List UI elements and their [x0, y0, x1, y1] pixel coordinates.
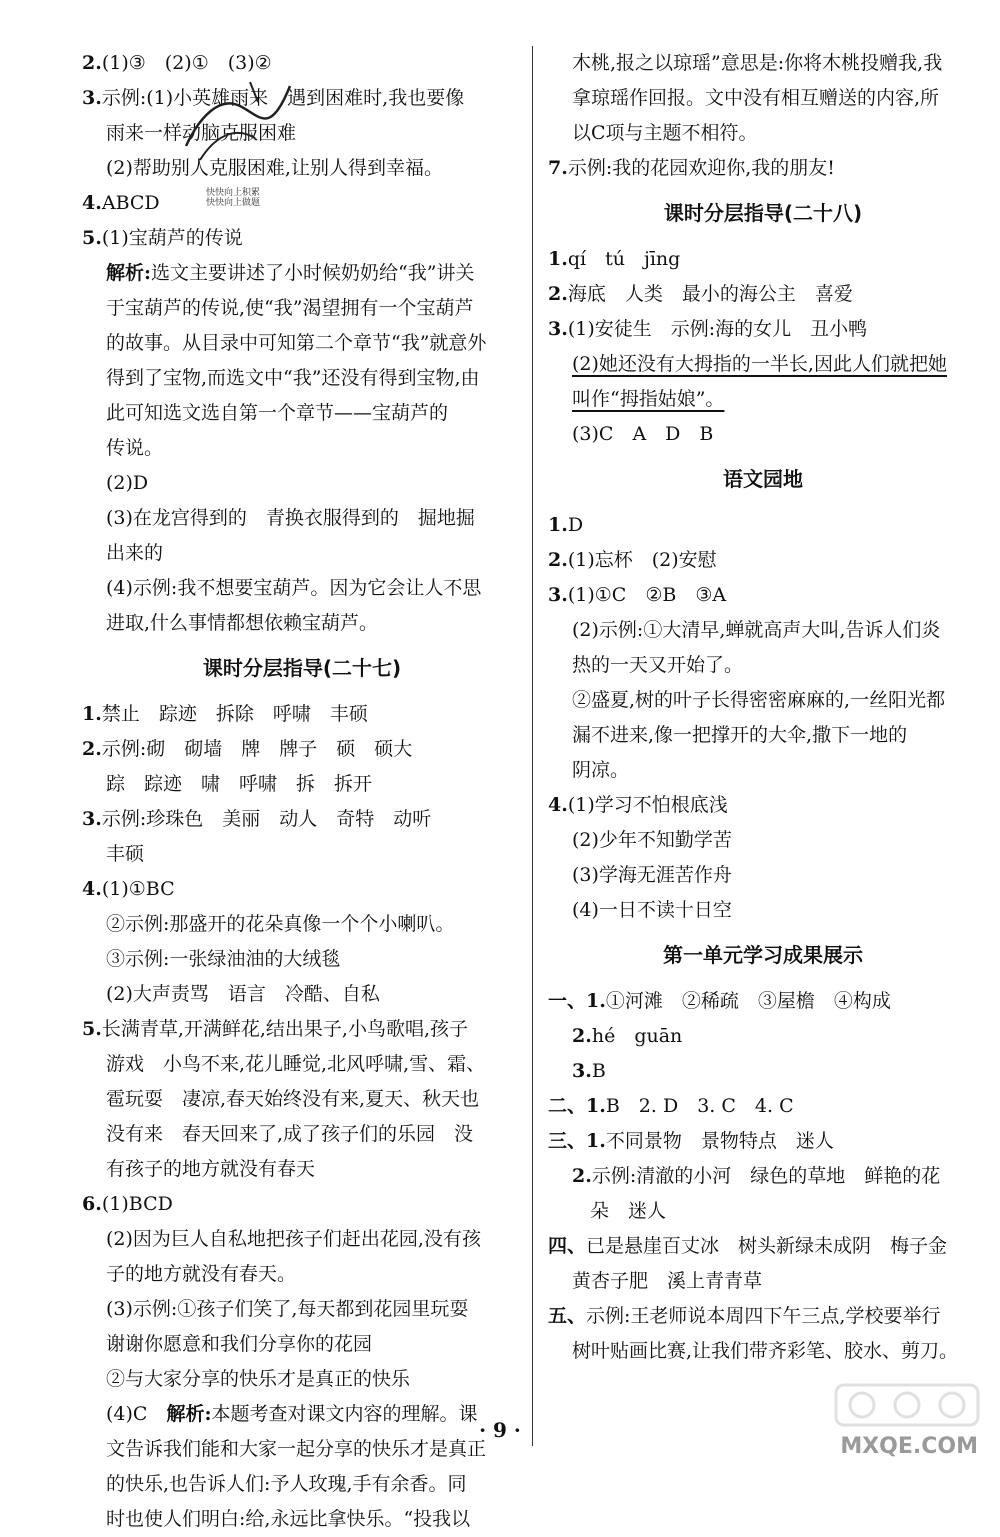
answer-line: 二、1.B 2. D 3. C 4. C [548, 1095, 794, 1117]
answer-line: 5.长满青草,开满鲜花,结出果子,小鸟歌唱,孩子 [82, 1018, 469, 1040]
answer-line: 叫作“拇指姑娘”。 [572, 388, 725, 410]
right-column [548, 46, 978, 1369]
answer-2: 2.(1)③ (2)① (3)② [82, 52, 272, 74]
section-heading-28: 课时分层指导(二十八) [663, 201, 863, 225]
answer-line: 谢谢你愿意和我们分享你的花园 [106, 1333, 373, 1355]
answer-line: 1.禁止 踪迹 拆除 呼啸 丰硕 [82, 703, 368, 725]
answer-1: 1.qí tú jīng [548, 248, 681, 270]
answer-line: (3)在龙宫得到的 青换衣服得到的 掘地掘 [106, 507, 475, 529]
answer-5: 5.(1)宝葫芦的传说 [82, 227, 243, 249]
section-heading-27: 课时分层指导(二十七) [202, 656, 402, 680]
section-heading-yuwen: 语文园地 [723, 467, 803, 491]
answer-line: (2)D [106, 472, 149, 494]
unit-answers [548, 984, 978, 1369]
answer-line: (2)大声责骂 语言 冷酷、自私 [106, 983, 380, 1005]
answer-line: 踪 踪迹 啸 呼啸 拆 拆开 [106, 773, 373, 795]
answer-line: ②与大家分享的快乐才是真正的快乐 [106, 1368, 411, 1390]
answer-line: ②示例:那盛开的花朵真像一个个小喇叭。 [106, 913, 455, 935]
answer-line: 丰硕 [106, 843, 145, 865]
section-heading-unit: 第一单元学习成果展示 [663, 943, 863, 967]
answer-line: 传说。 [106, 437, 164, 459]
answer-line: 子的地方就没有春天。 [106, 1263, 297, 1285]
answer-line: 于宝葫芦的传说,使“我”渴望拥有一个宝葫芦 [106, 297, 474, 319]
answer-line: 2.(1)忘杯 (2)安慰 [548, 549, 717, 571]
answer-line: (3)C A D B [572, 423, 714, 445]
answer-line: 雨来一样动脑克服困难 [106, 122, 297, 144]
analysis: 解析:选文主要讲述了小时候奶奶给“我”讲关 [106, 262, 475, 284]
answer-line: 热的一天又开始了。 [572, 654, 744, 676]
answer-line: (3)学海无涯苦作舟 [572, 864, 732, 886]
answer-line: 朵 迷人 [590, 1200, 667, 1222]
answer-line: (2)示例:①大清早,蝉就高声大叫,告诉人们炎 [572, 619, 941, 641]
answer-line: 一、1.①河滩 ②稀疏 ③屋檐 ④构成 [548, 990, 891, 1012]
answer-line: (2)因为巨人自私地把孩子们赶出花园,没有孩 [106, 1228, 481, 1250]
answer-line: 此可知选文选自第一个章节——宝葫芦的 [106, 402, 449, 424]
answer-line: 6.(1)BCD [82, 1193, 173, 1215]
answer-line: 树叶贴画比赛,让我们带齐彩笔、胶水、剪刀。 [572, 1340, 959, 1362]
watermark: MXQE.COM [840, 1434, 978, 1459]
answer-line: (2)帮助别人克服困难,让别人得到幸福。 [106, 157, 443, 179]
answer-line: 以C项与主题不相符。 [572, 122, 758, 144]
left-column [82, 46, 522, 1537]
answer-line: (2)她还没有大拇指的一半长,因此人们就把她 [572, 353, 947, 375]
answer-line: 没有来 春天回来了,成了孩子们的乐园 没 [106, 1123, 474, 1145]
answer-line: (2)少年不知勤学苦 [572, 829, 732, 851]
answer-line: ③示例:一张绿油油的大绒毯 [106, 948, 341, 970]
answer-line: 拿琼瑶作回报。文中没有相互赠送的内容,所 [572, 87, 940, 109]
answer-line: 三、1.不同景物 景物特点 迷人 [548, 1130, 834, 1152]
answer-line: 2.示例:砌 砌墙 牌 牌子 硕 硕大 [82, 738, 413, 760]
answer-line: 2.hé guān [572, 1025, 683, 1047]
answer-line: 漏不进来,像一把撑开的大伞,撒下一地的 [572, 724, 908, 746]
column-divider [532, 46, 533, 1446]
answer-line: 3.B [572, 1060, 606, 1082]
answer-7: 7.示例:我的花园欢迎你,我的朋友! [548, 157, 835, 179]
answer-line: (3)示例:①孩子们笑了,每天都到花园里玩耍 [106, 1298, 469, 1320]
answer-line: 黄杏子肥 溪上青青草 [572, 1270, 763, 1292]
answer-line: (4)示例:我不想要宝葫芦。因为它会让人不思 [106, 577, 482, 599]
answer-line: 有孩子的地方就没有春天 [106, 1158, 316, 1180]
answer-line: 五、示例:王老师说本周四下午三点,学校要举行 [548, 1305, 941, 1327]
pen-scribble [180, 76, 310, 166]
answer-line: (4)一日不读十日空 [572, 899, 732, 921]
answer-6-4: (4)C 解析:本题考查对课文内容的理解。课 [106, 1403, 478, 1425]
answer-3: 3.(1)安徒生 示例:海的女儿 丑小鸭 [548, 318, 868, 340]
answer-line: 1.D [548, 514, 584, 536]
yuwen-answers [548, 508, 978, 928]
answer-2: 2.海底 人类 最小的海公主 喜爱 [548, 283, 853, 305]
answer-line: 3.示例:珍珠色 美丽 动人 奇特 动听 [82, 808, 432, 830]
answer-line: 2.示例:清澈的小河 绿色的草地 鲜艳的花 [572, 1165, 941, 1187]
answer-line: 木桃,报之以琼瑶”意思是:你将木桃投赠我,我 [572, 52, 943, 74]
answer-line: 出来的 [106, 542, 164, 564]
answer-line: 的故事。从目录中可知第二个章节“我”就意外 [106, 332, 487, 354]
answer-line: 进取,什么事情都想依赖宝葫芦。 [106, 612, 379, 634]
answer-line: ②盛夏,树的叶子长得密密麻麻的,一丝阳光都 [572, 689, 946, 711]
section-27-answers [82, 697, 522, 1397]
answer-line: 时也使人们明白:给,永远比拿快乐。“投我以 [106, 1508, 471, 1530]
page-number: · 9 · [479, 1418, 521, 1442]
handwritten-stamp: 快快向上积累 快快向上做题 [206, 188, 261, 208]
answer-line: 4.(1)学习不怕根底浅 [548, 794, 728, 816]
answer-4: 4.ABCD [82, 192, 160, 214]
answer-line: 雹玩耍 凄凉,春天始终没有来,夏天、秋天也 [106, 1088, 480, 1110]
answer-line: 文告诉我们能和大家一起分享的快乐才是真正 [106, 1438, 487, 1460]
answer-line: 游戏 小鸟不来,花儿睡觉,北风呼啸,雪、霜、 [106, 1053, 486, 1075]
answer-line: 的快乐,也告诉人们:予人玫瑰,手有余香。同 [106, 1473, 467, 1495]
answer-line: 四、已是悬崖百丈冰 树头新绿未成阴 梅子金 [548, 1235, 948, 1257]
answer-line: 4.(1)①BC [82, 878, 175, 900]
answer-3: 3.示例:(1)小英雄雨来 遇到困难时,我也要像 [82, 87, 465, 109]
answer-line: 得到了宝物,而选文中“我”还没有得到宝物,由 [106, 367, 480, 389]
answer-line: 阴凉。 [572, 759, 630, 781]
answer-line: 3.(1)①C ②B ③A [548, 584, 727, 606]
